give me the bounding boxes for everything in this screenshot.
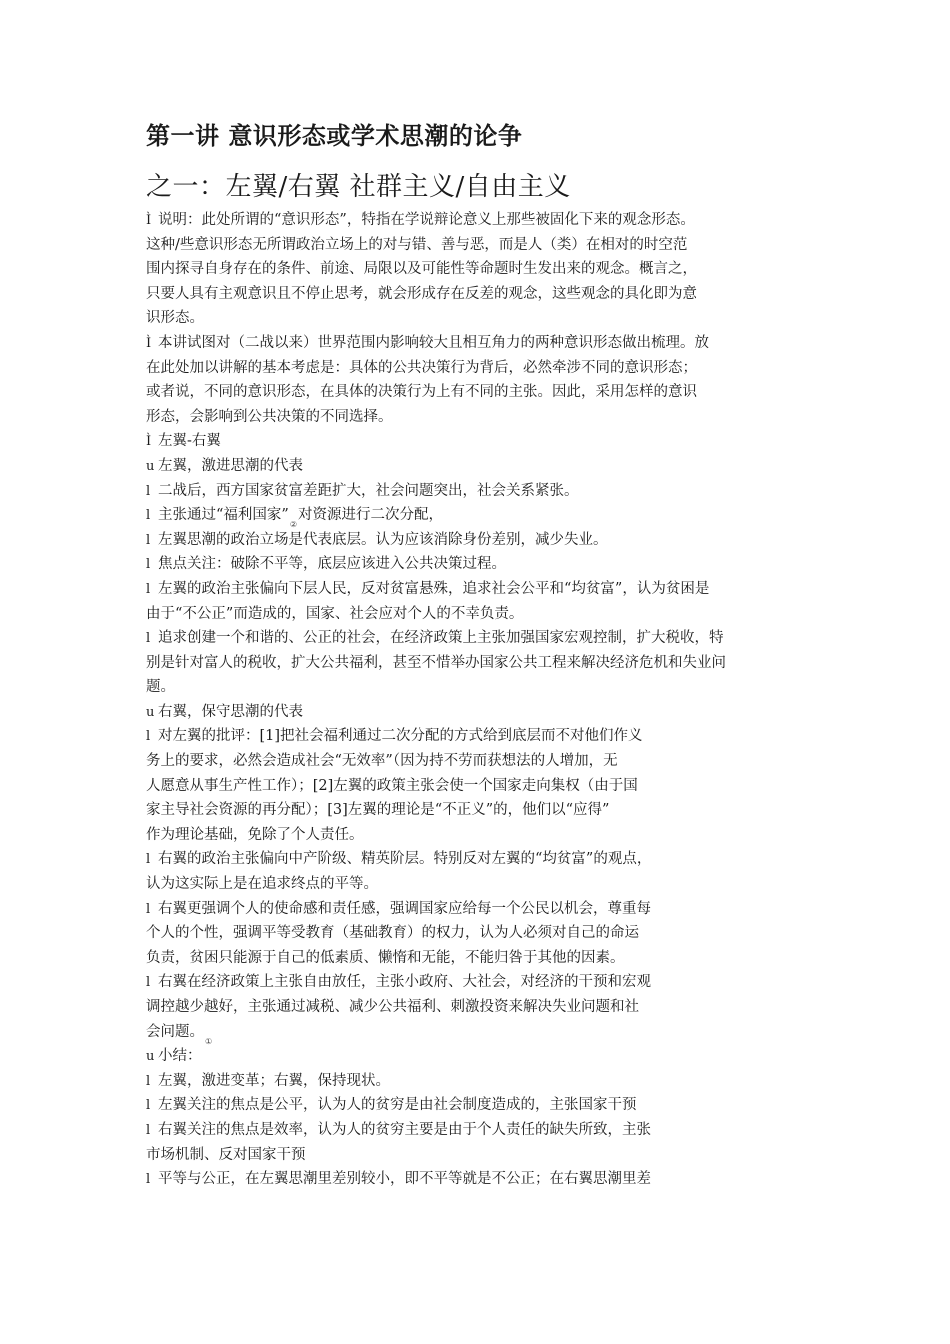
bullet-marker: l [146,483,151,499]
text-line [146,823,811,848]
text-line [146,306,811,331]
line-text: 左翼关注的焦点是公平，认为人的贫穷是由社会制度造成的，主张国家干预 [158,1097,637,1114]
line-text: 左翼思潮的政治立场是代表底层。认为应该消除身份差别，减少失业。 [158,531,608,548]
line-text: 调控越少越好，主张通过减税、减少公共福利、刺激投资来解决失业问题和社 [146,999,639,1015]
text-line [146,356,811,381]
text-line [146,1093,811,1118]
line-text: 题。 [146,679,175,696]
text-line [146,749,811,774]
line-text: 左翼，激进思潮的代表 [158,457,303,474]
line-text: 作为理论基础，免除了个人责任。 [146,826,364,843]
text-line [146,970,811,995]
text-line [146,552,811,577]
line-text-continued: 对资源进行二次分配， [298,507,443,524]
line-text: 对左翼的批评：[1]把社会福利通过二次分配的方式给到底层而不对他们作义 [158,728,643,745]
text-line [146,528,811,553]
text-line [146,503,811,528]
bullet-marker: l [146,557,151,573]
bullet-marker: l [146,1098,151,1114]
line-text: 在此处加以讲解的基本考虑是：具体的公共决策行为背后，必然牵涉不同的意识形态； [146,359,697,376]
text-line [146,331,811,356]
line-text: 右翼，保守思潮的代表 [158,703,303,720]
text-line [146,921,811,946]
text-line [146,897,811,922]
line-text: 围内探寻自身存在的条件、前途、局限以及可能性等命题时生发出来的观念。概言之， [146,261,697,278]
line-text: 形态，会影响到公共决策的不同选择。 [146,408,393,425]
line-text: 左翼-右翼 [158,433,221,450]
text-line [146,872,811,897]
line-text: 负责，贫困只能源于自己的低素质、懒惰和无能，不能归咎于其他的因素。 [146,949,625,966]
footnote-marker: ① [205,1036,213,1046]
text-line [146,1143,811,1168]
bullet-marker: Ì [146,213,152,228]
line-text: 或者说，不同的意识形态，在具体的决策行为上有不同的主张。因此，采用怎样的意识 [146,384,697,401]
text-line [146,282,811,307]
bullet-marker: l [146,975,151,991]
line-text: 本讲试图对（二战以来）世界范围内影响较大且相互角力的两种意识形态做出梳理。放 [158,334,709,351]
text-line [146,454,811,479]
bullet-marker: u [146,704,155,720]
text-line [146,626,811,651]
footnote-marker: ② [289,520,297,530]
line-text: 右翼更强调个人的使命感和责任感，强调国家应给每一个公民以机会，尊重每 [158,900,651,917]
bullet-marker: l [146,631,151,647]
bullet-marker: l [146,729,151,745]
line-text: 追求创建一个和谐的、公正的社会，在经济政策上主张加强国家宏观控制，扩大税收，特 [158,630,724,647]
text-line [146,380,811,405]
bullet-marker: u [146,1049,155,1065]
bullet-marker: l [146,901,151,917]
line-text: 右翼的政治主张偏向中产阶级、精英阶层。特别反对左翼的“均贫富”的观点， [158,851,652,868]
line-text: 认为这实际上是在追求终点的平等。 [146,876,378,893]
line-text: 说明：此处所谓的“意识形态”，特指在学说辩论意义上那些被固化下来的观念形态。 [158,212,695,228]
line-text: 务上的要求，必然会造成社会“无效率”（因为持不劳而获想法的人增加，无 [146,753,618,770]
bullet-marker: l [146,852,151,868]
bullet-marker: l [146,1122,151,1138]
bullet-marker: Ì [146,335,152,351]
line-text: 右翼关注的焦点是效率，认为人的贫穷主要是由于个人责任的缺失所致，主张 [158,1121,651,1138]
line-text: 右翼在经济政策上主张自由放任，主张小政府、大社会，对经济的干预和宏观 [158,974,651,991]
text-line [146,233,811,258]
text-line [146,602,811,627]
line-text: 二战后，西方国家贫富差距扩大，社会问题突出，社会关系紧张。 [158,482,579,499]
bullet-marker: l [146,508,151,524]
text-line [146,479,811,504]
text-line [146,675,811,700]
text-line [146,1044,811,1069]
bullet-marker: l [146,1172,151,1188]
text-line [146,257,811,282]
bullet-marker: u [146,458,155,474]
text-line [146,774,811,799]
line-text: 焦点关注：破除不平等，底层应该进入公共决策过程。 [158,556,506,573]
text-line [146,1020,811,1045]
line-text: 主张通过“福利国家” [158,507,289,524]
text-line [146,995,811,1020]
line-text: 家主导社会资源的再分配）；[3]左翼的理论是“不正义”的，他们以“应得” [146,802,610,819]
line-text: 市场机制、反对国家干预 [146,1146,306,1163]
text-line [146,847,811,872]
line-text: 左翼，激进变革；右翼，保持现状。 [158,1072,390,1089]
text-line [146,1167,811,1192]
bullet-marker: l [146,581,151,597]
text-line [146,724,811,749]
line-text: 由于“不公正”而造成的，国家、社会应对个人的不幸负责。 [146,605,524,622]
page-title: 第一讲 意识形态或学术思潮的论争 [146,122,523,150]
line-text: 别是针对富人的税收，扩大公共福利，甚至不惜举办国家公共工程来解决经济危机和失业问 [146,654,726,671]
line-text: 小结： [158,1048,202,1065]
line-text: 识形态。 [146,310,204,327]
text-line [146,429,811,454]
text-line [146,946,811,971]
text-line [146,208,811,233]
text-line [146,651,811,676]
bullet-marker: l [146,532,151,548]
line-text: 人愿意从事生产性工作）；[2]左翼的政策主张会使一个国家走向集权（由于国 [146,777,638,794]
text-line [146,798,811,823]
text-line [146,1069,811,1094]
line-text: 平等与公正，在左翼思潮里差别较小，即不平等就是不公正；在右翼思潮里差 [158,1171,651,1188]
text-line [146,1118,811,1143]
page-subtitle: 之一：左翼/右翼 社群主义/自由主义 [146,172,571,202]
line-text: 这种/些意识形态无所谓政治立场上的对与错、善与恶，而是人（类）在相对的时空范 [146,236,688,253]
line-text: 只要人具有主观意识且不停止思考，就会形成存在反差的观念，这些观念的具化即为意 [146,285,697,302]
bullet-marker: Ì [146,434,152,450]
line-text: 个人的个性，强调平等受教育（基础教育）的权力，认为人必须对自己的命运 [146,925,639,942]
text-line [146,700,811,725]
document-body [146,208,811,1192]
text-line [146,577,811,602]
line-text: 会问题。 [146,1023,204,1040]
line-text: 左翼的政治主张偏向下层人民，反对贫富悬殊，追求社会公平和“均贫富”，认为贫困是 [158,580,710,597]
text-line [146,405,811,430]
bullet-marker: l [146,1073,151,1089]
